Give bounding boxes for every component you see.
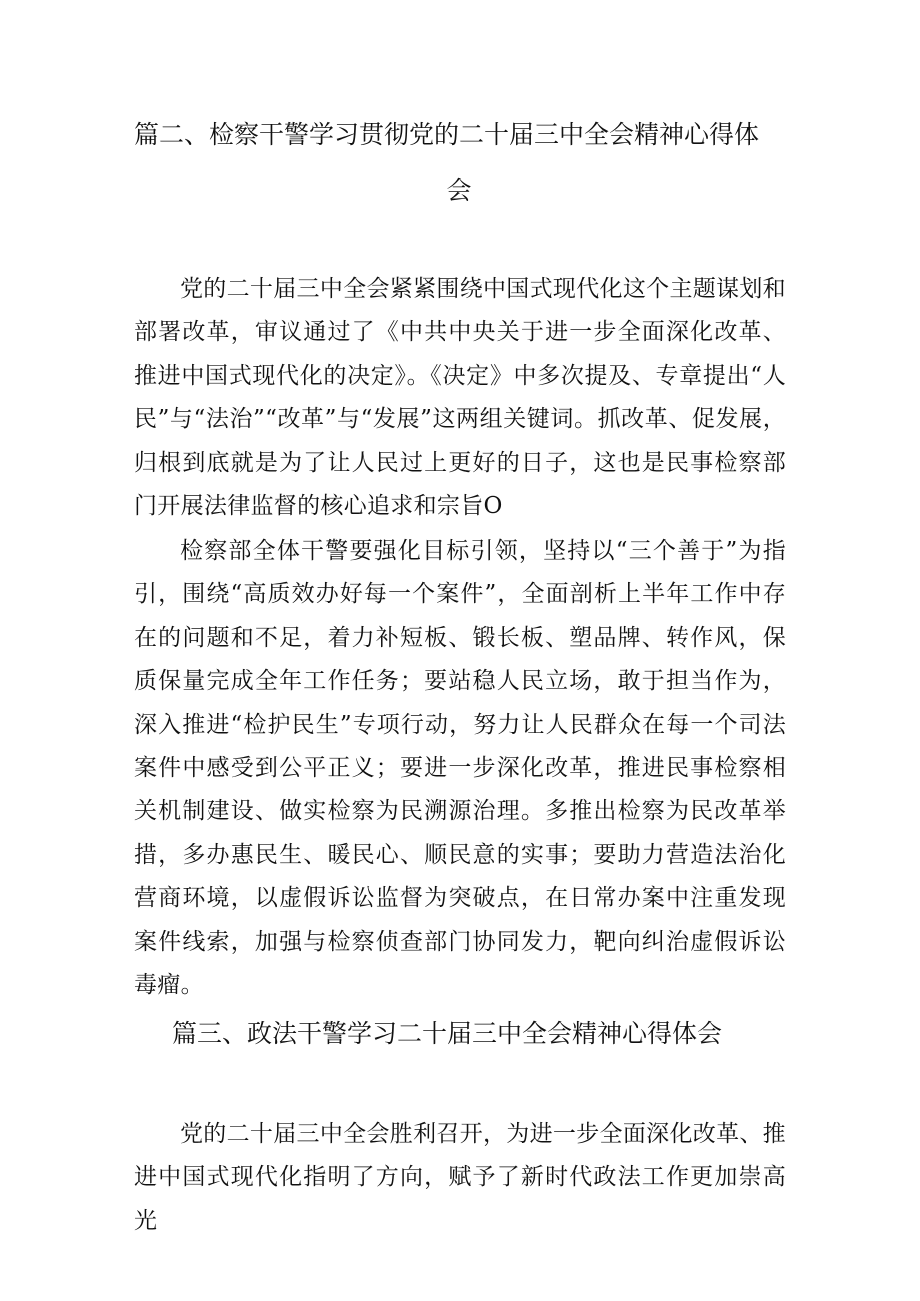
heading-2-line-2: 会: [446, 176, 472, 205]
paragraph-2: 检察部全体干警要强化目标引领，坚持以“三个善于”为指引，围绕“高质效办好每一个案件”，全面剖析上半年工作中存在的问题和不足，着力补短板、锻长板、塑品牌、转作风，保质保量完成全年工作任务；要站稳人民立场，敢于担当作为，深入推进“检护民生”专项行动，努力让人民群众在每一个司法案件中感受到公平正义；要进一步深化改革，推进民事检察相关机制建设、做实检察为民溯源治理。多推出检察为民改革举措，多办惠民生、暖民心、顺民意的实事；要助力营造法治化营商环境，以虚假诉讼监督为突破点，在日常办案中注重发现案件线索，加强与检察侦查部门协同发力，靶向纠治虚假诉讼毒瘤。: [134, 538, 786, 999]
paragraph-3: 党的二十届三中全会胜利召开，为进一步全面深化改革、推进中国式现代化指明了方向，赋予了新时代政法工作更加崇高光: [134, 1121, 786, 1234]
section-heading-3: [172, 1014, 822, 1070]
section-heading-2: [134, 115, 784, 227]
heading-3-line: 篇三、政法干警学习二十届三中全会精神心得体会: [172, 1019, 723, 1048]
paragraph-1: 党的二十届三中全会紧紧围绕中国式现代化这个主题谋划和部署改革，审议通过了《中共中央关于进一步全面深化改革、推进中国式现代化的决定》。《决定》中多次提及、专章提出“人民”与“法治”“改革”与“发展”这两组关键词。抓改革、促发展，归根到底就是为了让人民过上更好的日子，这也是民事检察部门开展法律监督的核心追求和宗旨O: [134, 276, 786, 520]
heading-2-line-1: 篇二、检察干警学习贯彻党的二十届三中全会精神心得体: [134, 120, 760, 149]
